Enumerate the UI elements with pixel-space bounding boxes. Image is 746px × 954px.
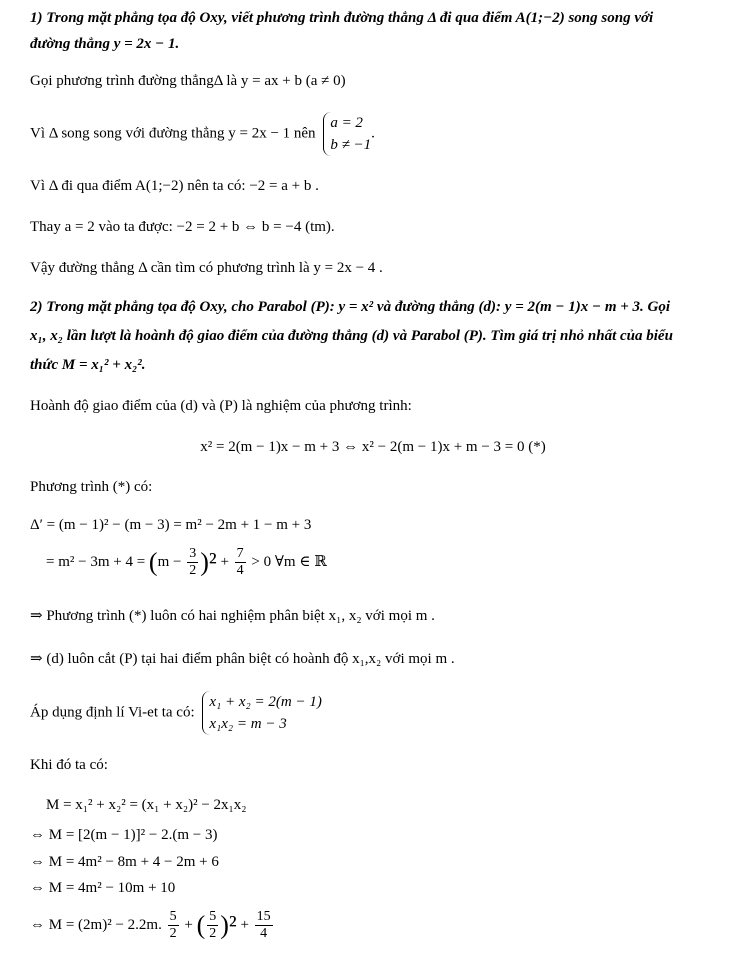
p2-delta-line1: Δ′ = (m − 1)² − (m − 3) = m² − 2m + 1 − m + 3: [30, 517, 312, 533]
m5-fraction-5-2-a: [168, 909, 179, 942]
frac-den: 2: [209, 926, 217, 942]
vieta-system: [202, 691, 321, 735]
p1-line4: Thay a = 2 vào ta được: −2 = 2 + b ⇔ b = −4 (tm).: [30, 219, 335, 235]
delta2-start: = m² − 3m + 4 =: [46, 554, 146, 570]
vieta-text: Áp dụng định lí Vi-et ta có:: [30, 704, 195, 721]
p2-line5: Khi đó ta có:: [30, 757, 108, 773]
frac-den: 4: [236, 563, 244, 579]
p1-question-line1: 1) Trong mặt phẳng tọa độ Oxy, viết phương trình đường thẳng Δ đi qua điểm A(1;−2) song song với: [30, 10, 654, 26]
p2-question-line1: 2) Trong mặt phẳng tọa độ Oxy, cho Parabol (P): y = x² và đường thẳng (d): y = 2(m − 1)x − m + 3. Gọi: [30, 299, 671, 315]
delta2-paren-right: )²: [200, 547, 217, 577]
p1-line2: [30, 112, 375, 156]
p2-m-line3: ⇔ M = 4m² − 8m + 4 − 2m + 6: [30, 854, 219, 870]
frac-den: 4: [260, 926, 268, 942]
frac-den: 2: [169, 926, 177, 942]
frac-num: 3: [189, 546, 197, 562]
p2-m-line4: ⇔ M = 4m² − 10m + 10: [30, 880, 176, 896]
m5-paren-left: (: [196, 910, 206, 940]
frac-num: 5: [209, 909, 217, 925]
frac-num: 15: [256, 909, 271, 925]
p1-system-eq1: a = 2: [330, 115, 363, 131]
frac-num: 5: [169, 909, 177, 925]
p1-system: [323, 112, 371, 156]
delta2-fraction-7-4: [235, 546, 246, 579]
frac-den: 2: [189, 563, 197, 579]
p2-line4: ⇒ (d) luôn cắt (P) tại hai điểm phân biệt có hoành độ x₁,x₂ với mọi m .: [30, 651, 455, 667]
delta2-m: m −: [157, 554, 182, 570]
p1-line1: Gọi phương trình đường thẳngΔ là y = ax + b (a ≠ 0): [30, 73, 346, 89]
p1-line2-end: .: [371, 125, 375, 142]
p2-equation: x² = 2(m − 1)x − m + 3 ⇔ x² − 2(m − 1)x + m − 3 = 0 (*): [200, 439, 546, 455]
m5-plus1: +: [184, 917, 193, 933]
p1-line3: Vì Δ đi qua điểm A(1;−2) nên ta có: −2 = a + b .: [30, 178, 319, 194]
p1-line2-text: Vì Δ song song với đường thẳng y = 2x − 1 nên: [30, 125, 316, 142]
p2-question-line2: x₁, x₂ lần lượt là hoành độ giao điểm của đường thẳng (d) và Parabol (P). Tìm giá trị nhỏ nhất của biểu: [30, 328, 673, 344]
m5-plus2: +: [240, 917, 249, 933]
m5-paren-right: )²: [220, 910, 237, 940]
m5-fraction-15-4: [255, 909, 273, 942]
p1-line5: Vậy đường thẳng Δ cần tìm có phương trình là y = 2x − 4 .: [30, 260, 383, 276]
p2-delta-line2: [46, 545, 327, 580]
p2-line2: Phương trình (*) có:: [30, 479, 153, 495]
delta2-plus: +: [220, 554, 229, 570]
vieta-eq2: x₁x₂ = m − 3: [209, 716, 287, 732]
p2-m-line5: [30, 908, 275, 943]
p2-m-line2: ⇔ M = [2(m − 1)]² − 2.(m − 3): [30, 827, 218, 843]
vieta-eq1: x₁ + x₂ = 2(m − 1): [209, 694, 322, 710]
delta2-paren-left: (: [148, 547, 158, 577]
p1-system-eq2: b ≠ −1: [330, 137, 372, 153]
delta2-tail: > 0 ∀m ∈ ℝ: [251, 554, 327, 570]
delta2-fraction-3-2: [187, 546, 198, 579]
p2-line3: ⇒ Phương trình (*) luôn có hai nghiệm phân biệt x₁, x₂ với mọi m .: [30, 608, 435, 624]
p2-line1: Hoành độ giao điểm của (d) và (P) là nghiệm của phương trình:: [30, 398, 412, 414]
m5-start: ⇔ M = (2m)² − 2.2m.: [30, 917, 162, 933]
frac-num: 7: [236, 546, 244, 562]
m5-fraction-5-2-b: [207, 909, 218, 942]
p2-question-line3: thức M = x₁² + x₂².: [30, 357, 146, 373]
p2-vieta: [30, 691, 322, 735]
p2-m-line1: M = x₁² + x₂² = (x₁ + x₂)² − 2x₁x₂: [46, 797, 247, 813]
p1-question-line2: đường thẳng y = 2x − 1.: [30, 36, 180, 52]
